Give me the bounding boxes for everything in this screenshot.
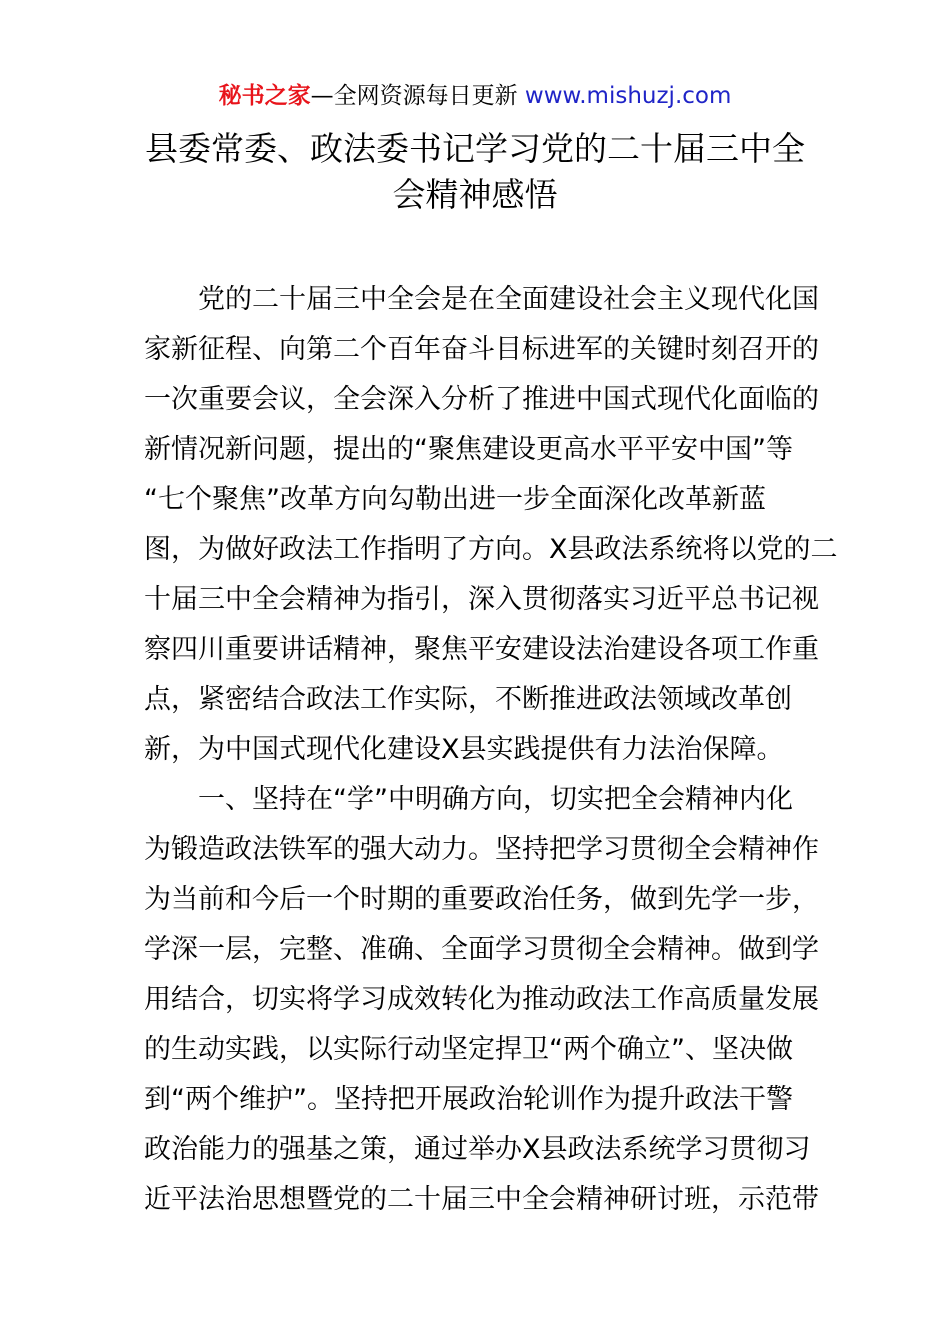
section-heading-line: 一、坚持在“学”中明确方向，切实把全会精神内化 <box>198 784 793 815</box>
body-line: “七个聚焦”改革方向勾勒出进一步全面深化改革新蓝 <box>144 484 766 515</box>
body-line: 一次重要会议，全会深入分析了推进中国式现代化面临的 <box>144 384 819 415</box>
body-line: 学深一层，完整、准确、全面学习贯彻全会精神。做到学 <box>144 934 819 965</box>
body-line: 点，紧密结合政法工作实际，不断推进政法领域改革创 <box>144 684 792 715</box>
body-line: 党的二十届三中全会是在全面建设社会主义现代化国 <box>198 284 819 315</box>
brand-name: 秘书之家 <box>218 83 311 109</box>
body-line: 到“两个维护”。坚持把开展政治轮训作为提升政法干警 <box>144 1084 793 1115</box>
body-line: 察四川重要讲话精神，聚焦平安建设法治建设各项工作重 <box>144 634 819 665</box>
document-body <box>144 275 838 1225</box>
site-url-link[interactable]: www.mishuzj.com <box>524 83 732 109</box>
site-banner <box>0 80 950 112</box>
document-title <box>120 126 830 218</box>
title-line-2: 会精神感悟 <box>392 175 558 214</box>
body-line: 为锻造政法铁军的强大动力。坚持把学习贯彻全会精神作 <box>144 834 819 865</box>
body-line: 为当前和今后一个时期的重要政治任务，做到先学一步， <box>144 884 819 915</box>
body-line: 图，为做好政法工作指明了方向。X县政法系统将以党的二 <box>144 534 838 565</box>
body-line: 新情况新问题，提出的“聚焦建设更高水平平安中国”等 <box>144 434 793 465</box>
body-line: 十届三中全会精神为指引，深入贯彻落实习近平总书记视 <box>144 584 819 615</box>
banner-tagline: —全网资源每日更新 <box>310 83 518 109</box>
body-line: 用结合，切实将学习成效转化为推动政法工作高质量发展 <box>144 984 819 1015</box>
body-line: 的生动实践，以实际行动坚定捍卫“两个确立”、坚决做 <box>144 1034 793 1065</box>
body-line: 近平法治思想暨党的二十届三中全会精神研讨班，示范带 <box>144 1184 819 1215</box>
body-line: 新，为中国式现代化建设X县实践提供有力法治保障。 <box>144 734 784 765</box>
body-line: 政治能力的强基之策，通过举办X县政法系统学习贯彻习 <box>144 1134 811 1165</box>
body-line: 家新征程、向第二个百年奋斗目标进军的关键时刻召开的 <box>144 334 819 365</box>
title-line-1: 县委常委、政法委书记学习党的二十届三中全 <box>145 129 805 168</box>
